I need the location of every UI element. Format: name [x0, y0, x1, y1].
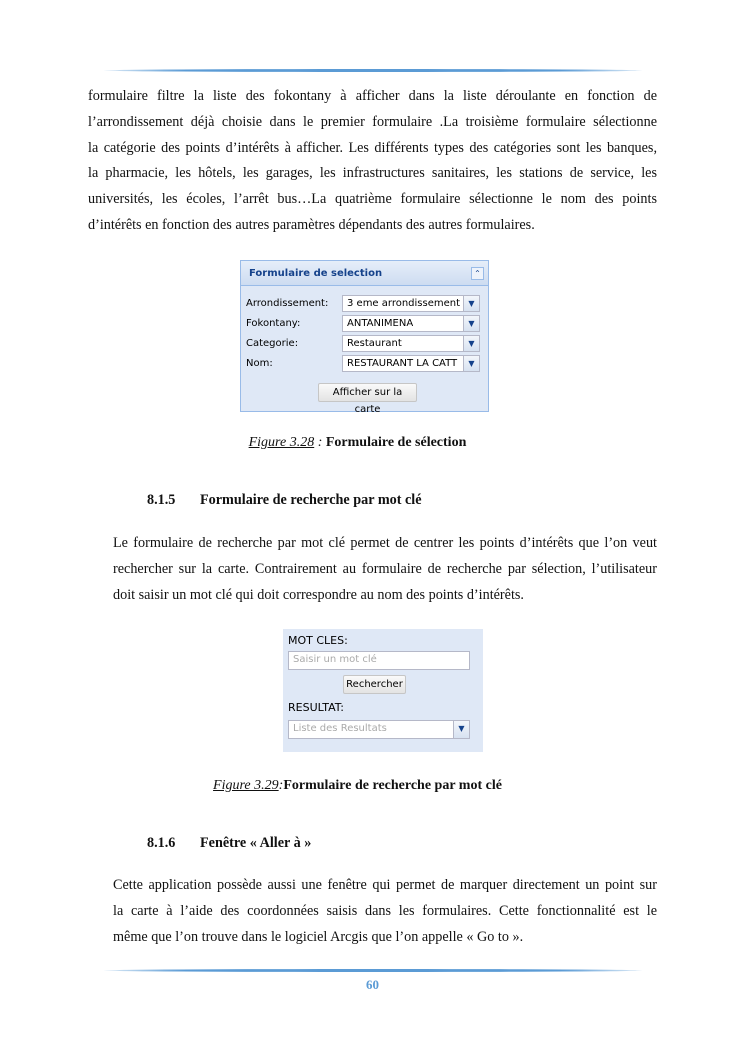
search-button[interactable]: Rechercher: [343, 675, 406, 694]
text-line: la carte à l’aide des coordonnées saisis dans les formulaires. Cette fonctionnalité est le: [113, 902, 657, 919]
fokontany-select[interactable]: [342, 315, 480, 332]
chevron-down-icon[interactable]: ▼: [463, 356, 479, 371]
text-line: doit saisir un mot clé qui doit correspondre au nom des points d’intérêts.: [113, 586, 524, 603]
nom-select[interactable]: [342, 355, 480, 372]
section-number: 8.1.5: [147, 492, 176, 508]
panel-header: [241, 261, 488, 286]
keyword-label: MOT CLES:: [288, 634, 348, 647]
caption-title: Formulaire de recherche par mot clé: [283, 778, 502, 793]
text-line: d’intérêts en fonction des autres paramètres dépendants des autres formulaires.: [88, 216, 535, 233]
figure-caption-3-28: [0, 435, 715, 451]
text-line: Cette application possède aussi une fenêtre qui permet de marquer directement un point sur: [113, 877, 657, 893]
chevron-down-icon[interactable]: ▼: [463, 316, 479, 331]
select-value: ANTANIMENA: [347, 318, 414, 329]
section-title: Fenêtre « Aller à »: [200, 835, 312, 851]
results-placeholder: Liste des Resultats: [293, 723, 387, 734]
caption-title: Formulaire de sélection: [325, 435, 467, 450]
section-number: 8.1.6: [147, 835, 176, 851]
text-line: Le formulaire de recherche par mot clé permet de centrer les points d’intérêts que l’on veut: [113, 535, 657, 551]
field-label: Arrondissement:: [246, 298, 329, 309]
field-label: Categorie:: [246, 338, 299, 349]
figure-ref: Figure 3.28: [248, 435, 315, 450]
select-value: RESTAURANT LA CATT: [347, 358, 458, 369]
text-line: même que l’on trouve dans le logiciel Arcgis que l’on appelle « Go to ».: [113, 928, 524, 945]
text-line: la catégorie des points d’intérêts à afficher. Les différents types des catégories sont les banques,: [88, 139, 657, 156]
result-label: RESULTAT:: [288, 701, 344, 714]
categorie-select[interactable]: [342, 335, 480, 352]
paragraph-3: [113, 873, 657, 950]
chevron-down-icon[interactable]: ▼: [463, 336, 479, 351]
keyword-search-form: [283, 629, 483, 752]
select-value: 3 eme arrondissement: [347, 298, 461, 309]
figure-caption-3-29: [0, 778, 715, 794]
chevron-down-icon[interactable]: ▼: [453, 721, 469, 738]
selection-form-panel: [240, 260, 489, 415]
header-rule: [104, 69, 642, 72]
caption-separator: :: [314, 435, 326, 450]
caption-separator: :: [278, 778, 284, 793]
keyword-placeholder: Saisir un mot clé: [293, 654, 377, 665]
text-line: l’arrondissement déjà choisie dans le premier formulaire .La troisième formulaire sélectionne: [88, 113, 657, 130]
page-number: 60: [366, 977, 379, 992]
panel-title: Formulaire de selection: [249, 268, 383, 279]
text-line: la pharmacie, les hôtels, les garages, les infrastructures sanitaires, les stations de service, les: [88, 165, 657, 182]
show-on-map-button[interactable]: Afficher sur la carte: [318, 383, 417, 402]
section-title: Formulaire de recherche par mot clé: [200, 492, 422, 508]
field-label: Nom:: [246, 358, 273, 369]
arrondissement-select[interactable]: [342, 295, 480, 312]
field-label: Fokontany:: [246, 318, 301, 329]
paragraph-2: [113, 531, 657, 608]
text-line: rechercher sur la carte. Contrairement au formulaire de recherche par sélection, l’utilisateur: [113, 560, 657, 577]
results-select[interactable]: [288, 720, 470, 739]
footer-rule: [104, 969, 642, 972]
figure-ref: Figure 3.29: [213, 778, 279, 793]
paragraph-1: [88, 84, 657, 239]
text-line: universités, les écoles, l’arrêt bus…La quatrième formulaire sélectionne le nom des points: [88, 191, 657, 208]
chevron-down-icon[interactable]: ▼: [463, 296, 479, 311]
keyword-input[interactable]: [288, 651, 470, 670]
text-line: formulaire filtre la liste des fokontany à afficher dans la liste déroulante en fonction de: [88, 88, 657, 104]
select-value: Restaurant: [347, 338, 402, 349]
collapse-icon[interactable]: ⌃: [471, 267, 484, 280]
